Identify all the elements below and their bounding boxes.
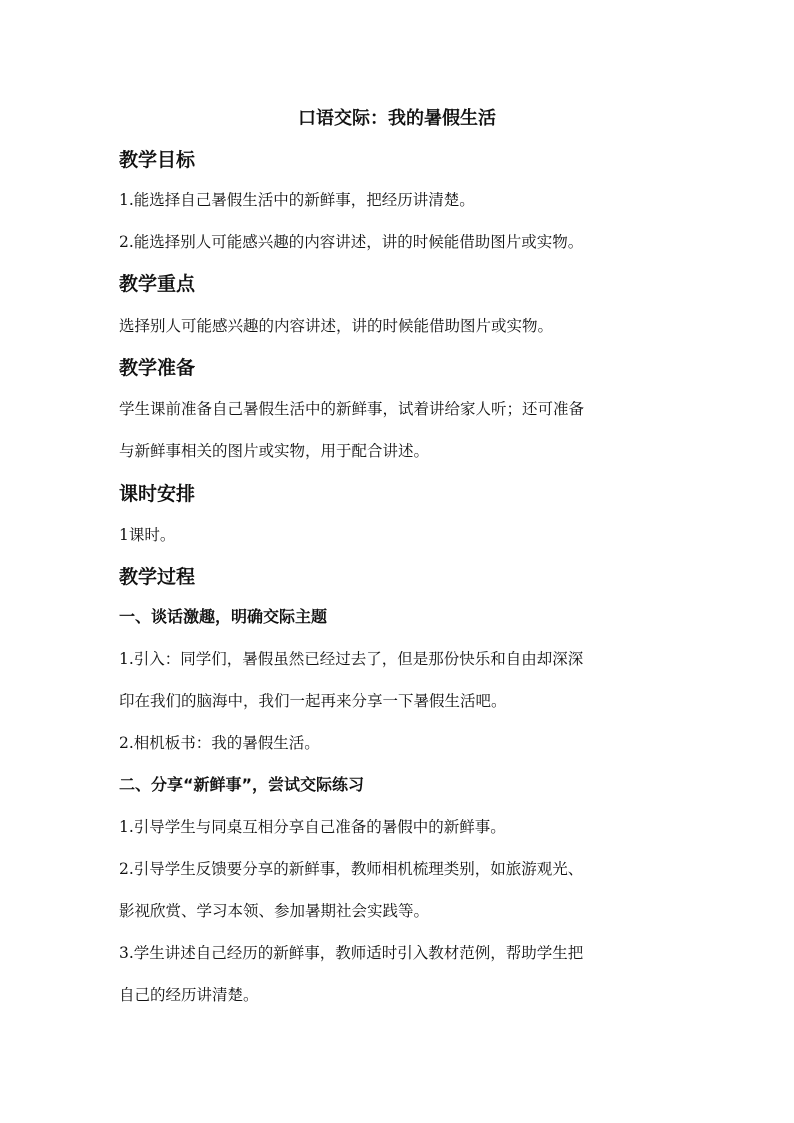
document-title: 口语交际：我的暑假生活	[298, 108, 496, 129]
goal-item-2: 2.能选择别人可能感兴趣的内容讲述，讲的时候能借助图片或实物。	[119, 233, 584, 251]
process-part2-line-5: 自己的经历讲清楚。	[119, 986, 259, 1004]
process-part2-heading: 二、分享“新鲜事”，尝试交际练习	[119, 775, 365, 794]
process-part1-heading: 一、谈话激趣，明确交际主题	[119, 607, 328, 626]
heading-teaching-preparation: 教学准备	[119, 357, 196, 379]
process-part2-line-2: 2.引导学生反馈要分享的新鲜事，教师相机梳理类别，如旅游观光、	[119, 860, 584, 878]
process-part2-line-1: 1.引导学生与同桌互相分享自己准备的暑假中的新鲜事。	[119, 818, 506, 836]
heading-teaching-process: 教学过程	[119, 566, 196, 588]
focus-text: 选择别人可能感兴趣的内容讲述，讲的时候能借助图片或实物。	[119, 317, 554, 335]
heading-teaching-focus: 教学重点	[119, 273, 196, 295]
heading-teaching-goals: 教学目标	[119, 149, 196, 171]
process-part1-line-2: 印在我们的脑海中，我们一起再来分享一下暑假生活吧。	[119, 692, 507, 710]
heading-schedule: 课时安排	[119, 483, 196, 505]
preparation-line-1: 学生课前准备自己暑假生活中的新鲜事，试着讲给家人听；还可准备	[119, 400, 585, 418]
process-part1-line-3: 2.相机板书：我的暑假生活。	[119, 734, 320, 752]
schedule-text: 1课时。	[119, 526, 176, 544]
goal-item-1: 1.能选择自己暑假生活中的新鲜事，把经历讲清楚。	[119, 191, 475, 209]
process-part1-line-1: 1.引入：同学们，暑假虽然已经过去了，但是那份快乐和自由却深深	[119, 650, 584, 668]
process-part2-line-3: 影视欣赏、学习本领、参加暑期社会实践等。	[119, 902, 430, 920]
process-part2-line-4: 3.学生讲述自己经历的新鲜事，教师适时引入教材范例，帮助学生把	[119, 944, 584, 962]
preparation-line-2: 与新鲜事相关的图片或实物，用于配合讲述。	[119, 442, 430, 460]
